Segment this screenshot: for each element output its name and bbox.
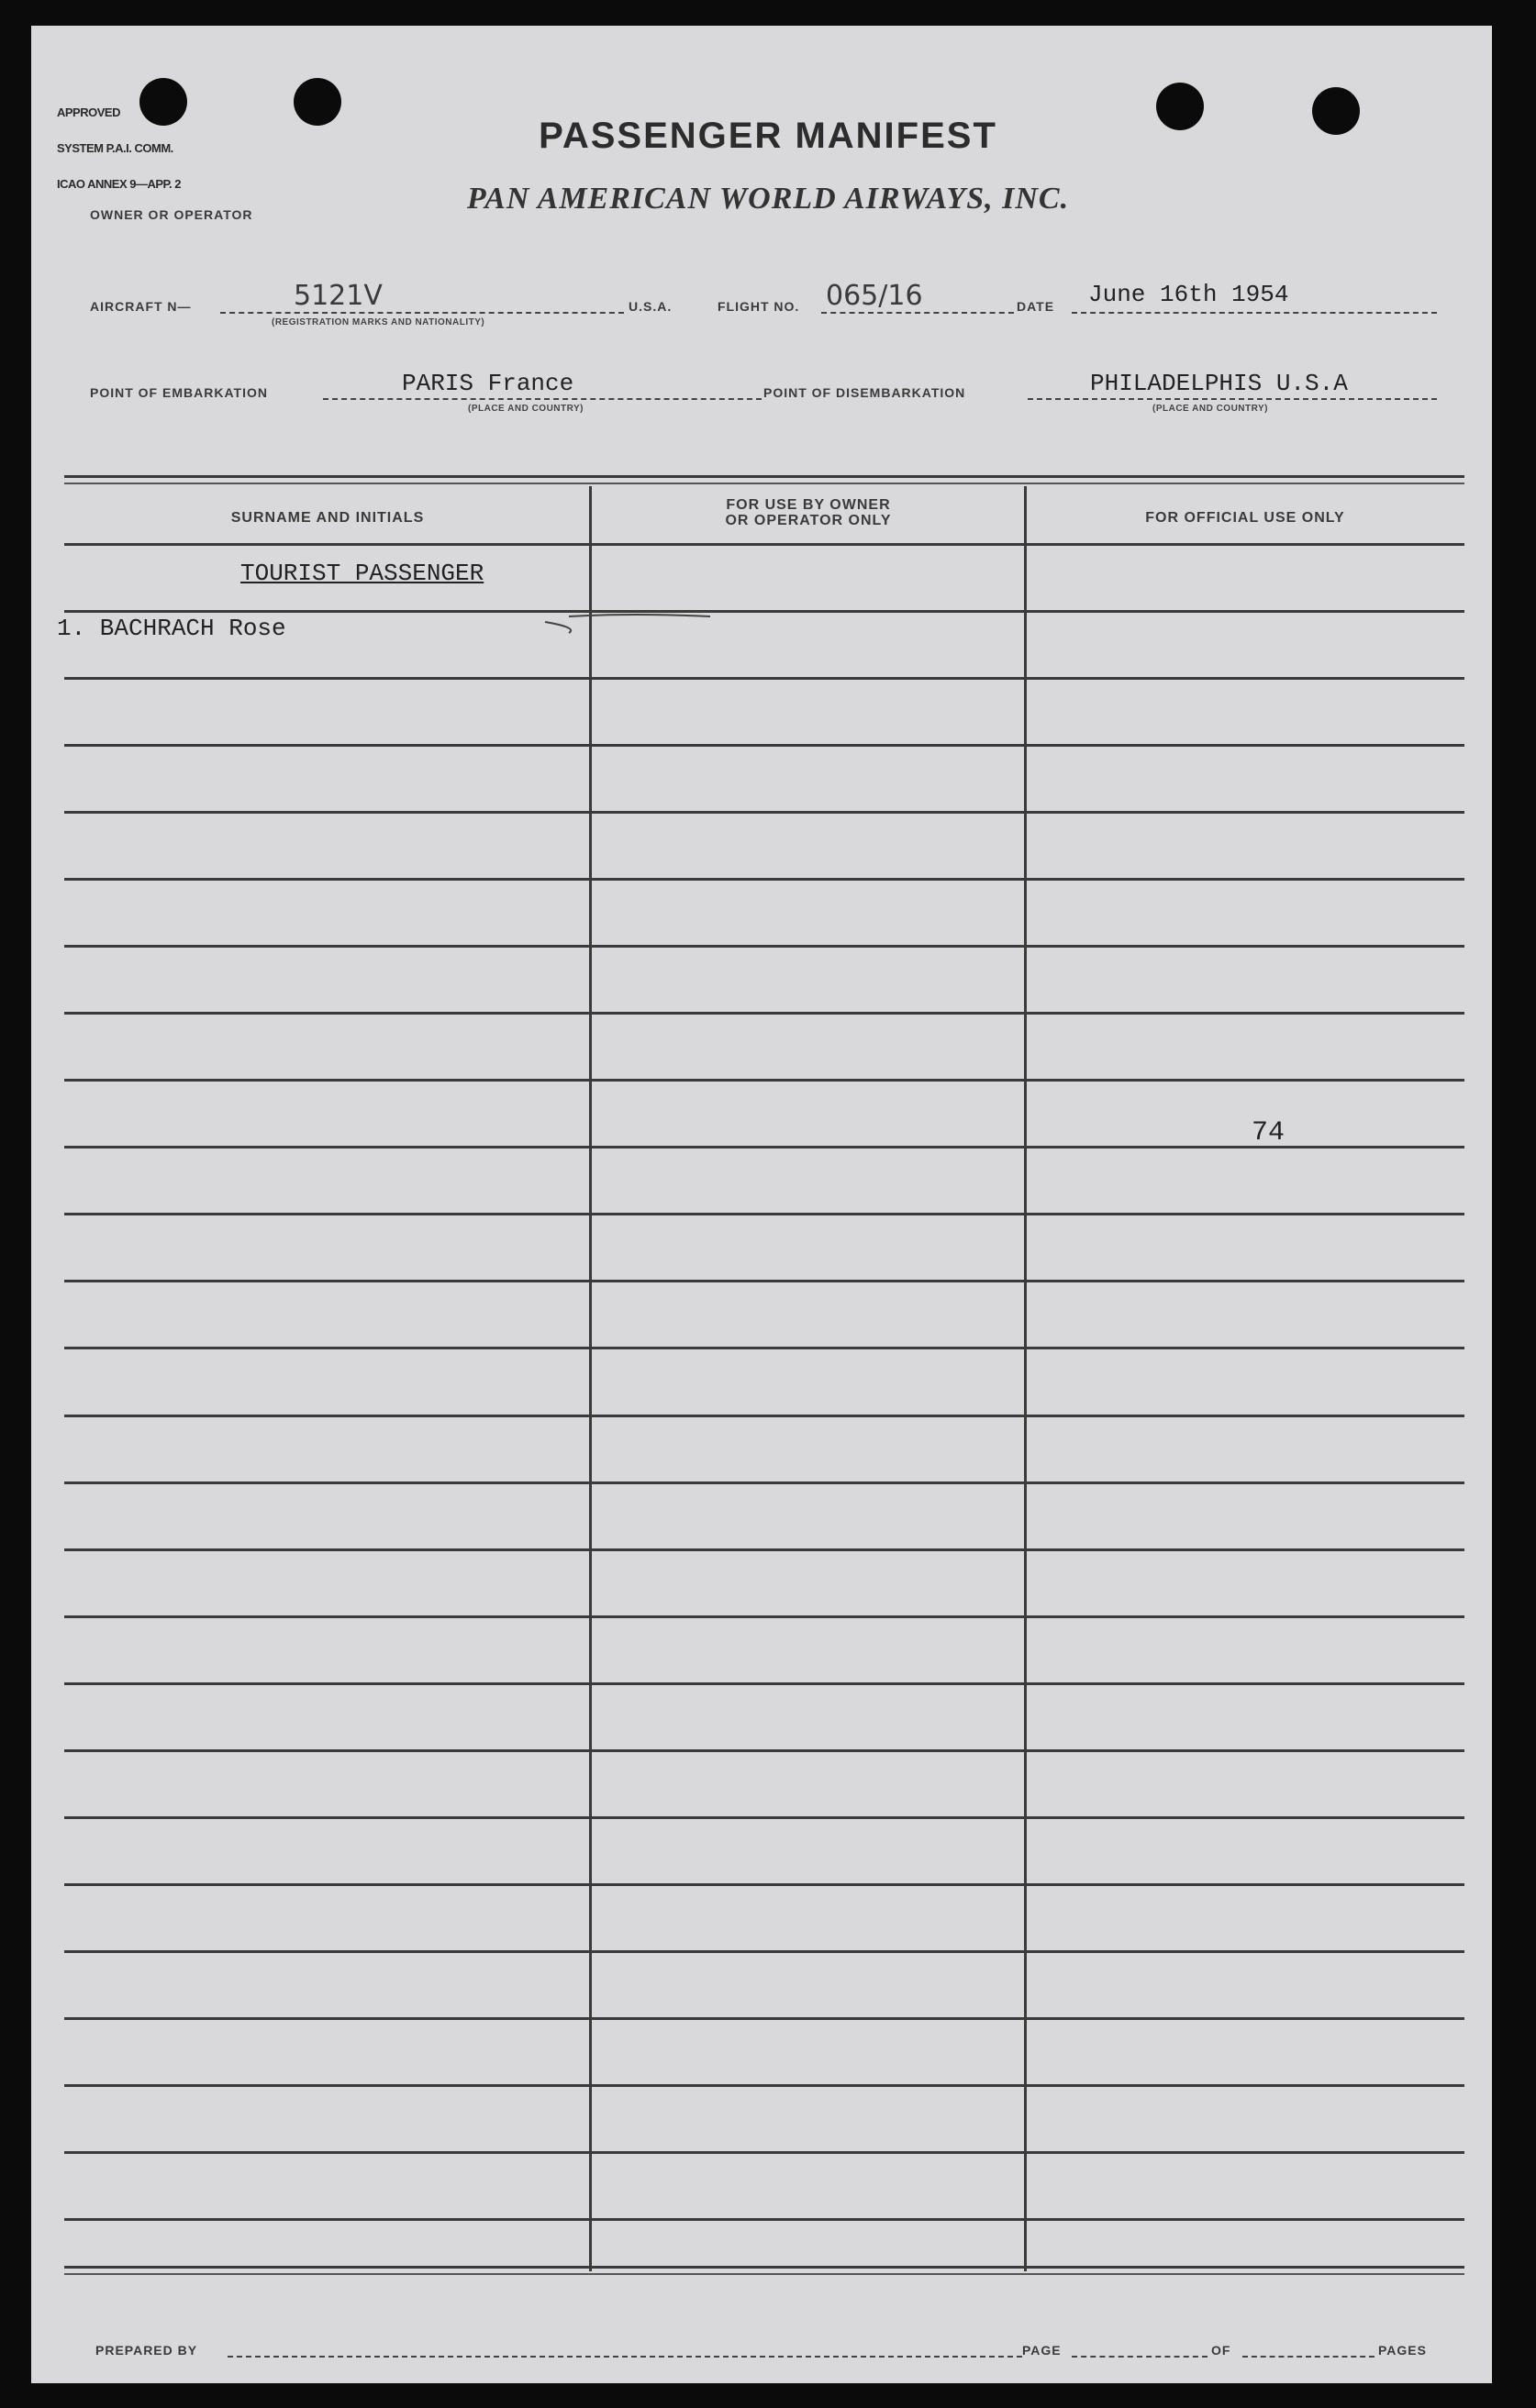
official-mark: 74 [1252,1117,1286,1149]
table-row-rule [64,945,1464,948]
disembarkation-value: PHILADELPHIS U.S.A [1090,370,1348,397]
col-header-owner-line: FOR USE BY OWNER [726,497,891,513]
column-divider [589,486,592,2271]
table-row-rule [64,610,1464,613]
column-divider [1024,486,1027,2271]
table-row-rule [64,1883,1464,1886]
table-row-rule [64,1682,1464,1685]
approval-line: SYSTEM P.A.I. COMM. [57,141,173,155]
date-value: June 16th 1954 [1088,281,1289,308]
flight-underline [821,312,1014,314]
table-row-rule [64,2218,1464,2221]
of-label: OF [1211,2343,1231,2358]
table-row-rule [64,1615,1464,1618]
table-row-rule [64,1280,1464,1282]
embarkation-value: PARIS France [402,370,574,397]
date-underline [1072,312,1437,314]
col-header-official: FOR OFFICIAL USE ONLY [1145,510,1345,526]
prepared-by-underline [228,2356,1022,2358]
col-header-surname: SURNAME AND INITIALS [230,510,425,526]
page-label: PAGE [1022,2343,1062,2358]
table-row-rule [64,1816,1464,1819]
aircraft-underline [220,312,624,314]
table-row-rule [64,2017,1464,2020]
flight-value: 065/16 [826,280,923,312]
aircraft-caption: (REGISTRATION MARKS AND NATIONALITY) [272,317,485,327]
approval-line: ICAO ANNEX 9—APP. 2 [57,177,181,191]
disembarkation-underline [1028,398,1437,400]
embarkation-label: POINT OF EMBARKATION [90,385,268,400]
table-row-rule [64,878,1464,881]
table-row-rule [64,677,1464,680]
table-row-rule [64,2151,1464,2154]
table-row-rule [64,1950,1464,1953]
usa-label: U.S.A. [629,299,673,314]
pages-label: PAGES [1378,2343,1427,2358]
flight-label: FLIGHT NO. [718,299,800,314]
prepared-by-label: PREPARED BY [95,2343,198,2358]
table-row-rule [64,1481,1464,1484]
table-bottom-rule [64,2266,1464,2269]
disembarkation-caption: (PLACE AND COUNTRY) [1152,404,1268,414]
aircraft-value: 5121V [294,280,383,312]
passenger-entry: 1. BACHRACH Rose [57,615,286,642]
disembarkation-label: POINT OF DISEMBARKATION [763,385,966,400]
table-row-rule [64,1213,1464,1215]
embarkation-caption: (PLACE AND COUNTRY) [468,404,584,414]
embarkation-underline [323,398,762,400]
table-bottom-rule [64,2273,1464,2275]
table-row-rule [64,2084,1464,2087]
table-row-rule [64,1749,1464,1752]
page-title: PASSENGER MANIFEST [539,116,997,156]
table-row-rule [64,1079,1464,1082]
table-row-rule [64,811,1464,814]
operator-name: PAN AMERICAN WORLD AIRWAYS, INC. [466,182,1070,216]
approval-line: APPROVED [57,105,120,119]
date-label: DATE [1017,299,1055,314]
table-row-rule [64,543,1464,546]
table-top-rule [64,475,1464,478]
of-underline [1242,2356,1375,2358]
table-top-rule [64,483,1464,484]
section-title: TOURIST PASSENGER [240,560,484,587]
pen-stroke-mark [541,609,716,637]
table-row-rule [64,1012,1464,1015]
col-header-owner [591,497,1026,528]
aircraft-label: AIRCRAFT N— [90,299,192,314]
col-header-owner-line: OR OPERATOR ONLY [725,513,892,528]
table-row-rule [64,744,1464,747]
table-row-rule [64,1548,1464,1551]
page-underline [1072,2356,1208,2358]
table-row-rule [64,1415,1464,1417]
table-row-rule [64,1347,1464,1349]
owner-label: OWNER OR OPERATOR [90,207,253,222]
